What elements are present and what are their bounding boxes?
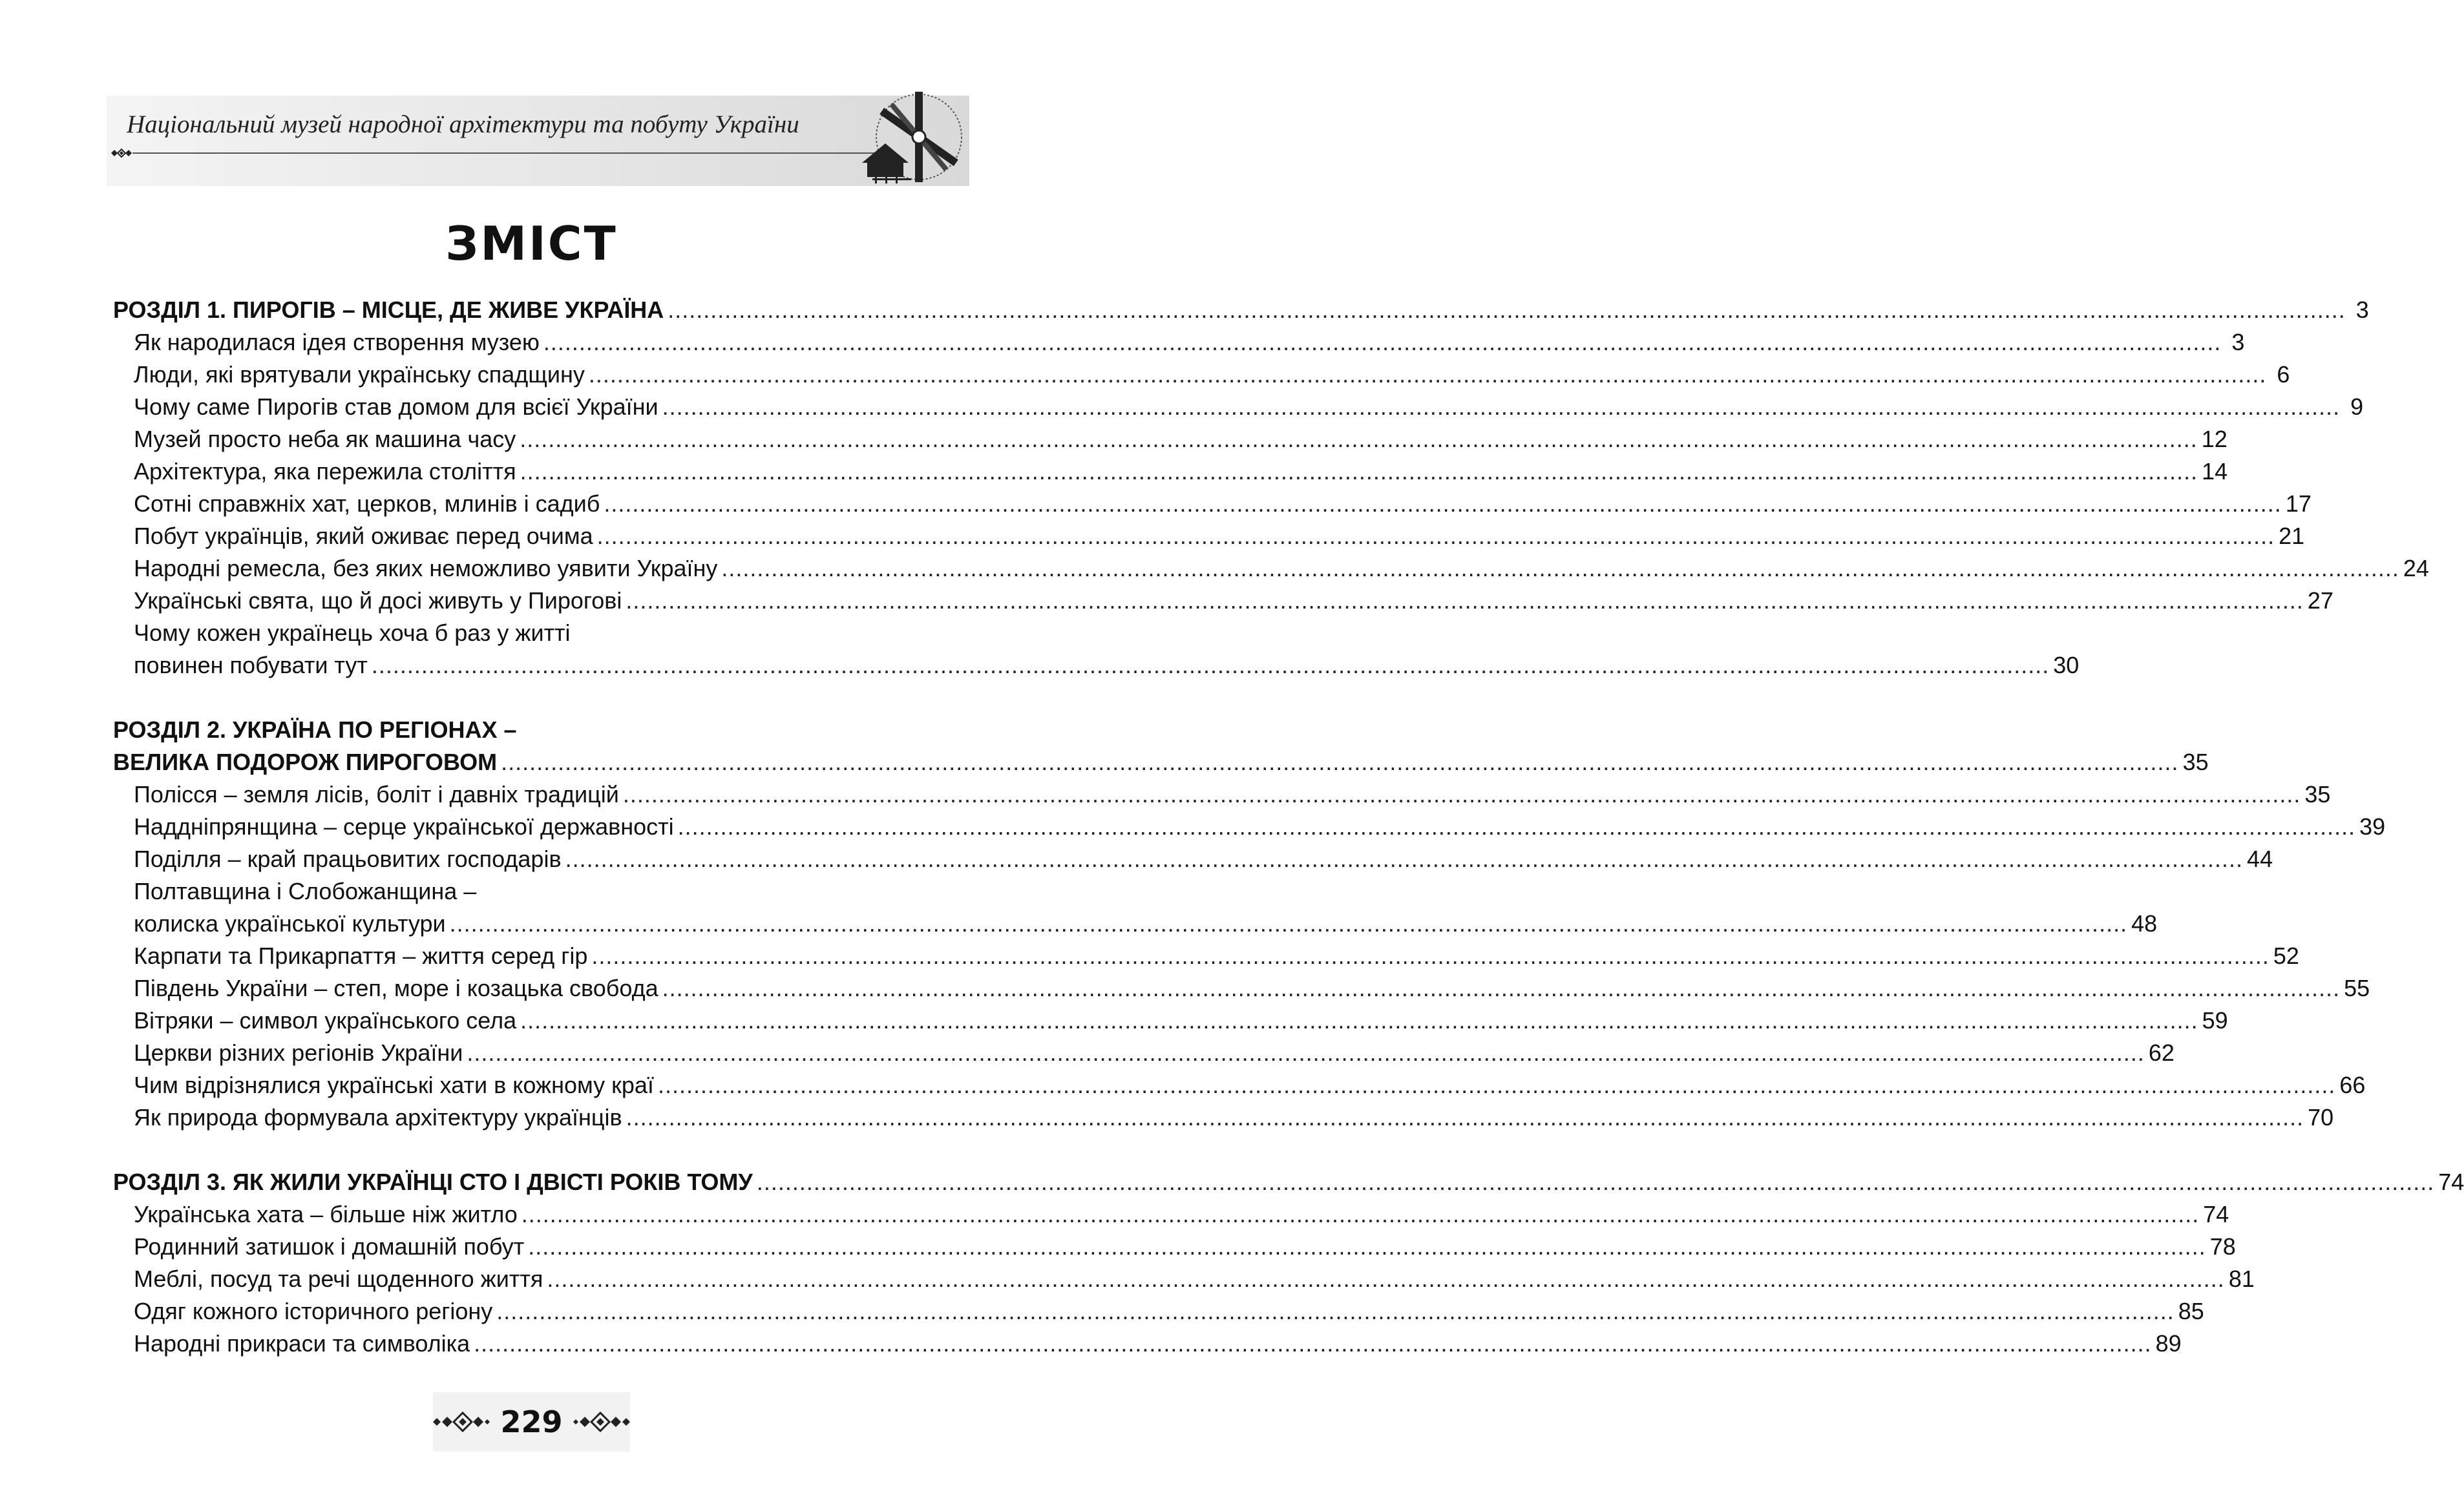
toc-page-number: 74 <box>2438 1169 2464 1195</box>
toc-entry-title: Народні ремесла, без яких неможливо уявити Україну <box>134 555 718 581</box>
toc-entry-title: Меблі, посуд та речі щоденного життя <box>134 1266 543 1292</box>
toc-entry-row <box>113 843 2273 875</box>
toc-entry-row <box>113 1328 2182 1360</box>
toc-dot-leader: ............................................................................................................................................................................................................................................ <box>521 1201 2200 1227</box>
diamond-ornament-icon <box>432 1409 491 1435</box>
toc-entry-row <box>113 778 2331 811</box>
toc-entry-title: Наддніпрянщина – серце української державності <box>134 813 674 840</box>
toc-entry-row <box>113 875 953 908</box>
toc-dot-leader: ............................................................................................................................................................................................................................................ <box>591 943 2269 969</box>
toc-entry-title: Поділля – край працьовитих господарів <box>134 846 562 872</box>
toc-line <box>134 423 2227 455</box>
toc-entry-title: Народні прикраси та символіка <box>134 1330 470 1357</box>
windmill-emblem-icon <box>859 90 969 187</box>
toc-entry-title: Чому кожен українець хоча б раз у житті <box>134 620 571 646</box>
toc-line <box>134 649 2080 682</box>
toc-dot-leader: ............................................................................................................................................................................................................................................ <box>596 523 2275 549</box>
toc-entry-title: Карпати та Прикарпаття – життя серед гір <box>134 943 588 969</box>
toc-line <box>134 1101 2334 1134</box>
toc-line <box>134 455 2228 488</box>
toc-entry-row <box>113 1005 2228 1037</box>
toc-entry-row <box>113 455 2228 488</box>
toc-dot-leader: ............................................................................................................................................................................................................................................ <box>662 975 2341 1001</box>
header-band <box>107 96 969 186</box>
toc-line <box>134 811 2386 843</box>
toc-line <box>113 294 2369 326</box>
toc-line <box>134 1328 2182 1360</box>
toc-entry-row <box>113 617 953 649</box>
toc-line <box>134 585 2333 617</box>
toc-page-number: 44 <box>2247 846 2273 872</box>
toc-dot-leader: ............................................................................................................................................................................................................................................ <box>520 426 2198 452</box>
toc-line <box>134 1295 2204 1328</box>
toc-section-row <box>113 1166 2464 1198</box>
toc-section-row <box>113 746 2209 778</box>
toc-line <box>134 520 2305 552</box>
toc-line <box>134 972 2370 1005</box>
toc-dot-leader: ............................................................................................................................................................................................................................................ <box>520 1007 2198 1034</box>
toc-line <box>134 1069 2366 1101</box>
toc-line <box>134 359 2290 391</box>
toc-entry-row <box>113 520 2305 552</box>
toc-page-number: 27 <box>2307 587 2333 614</box>
toc-line <box>134 843 2273 875</box>
toc-entry-title: Як народилася ідея створення музею <box>134 329 540 355</box>
toc-line <box>134 1231 2236 1263</box>
toc-page-number: 21 <box>2279 523 2305 549</box>
toc-line <box>134 1037 2174 1069</box>
toc-entry-row <box>113 1295 2204 1328</box>
toc-line <box>113 714 953 746</box>
toc-entry-title: Південь України – степ, море і козацька свобода <box>134 975 658 1001</box>
toc-entry-row <box>113 972 2370 1005</box>
toc-line <box>134 1263 2255 1295</box>
toc-entry-row <box>113 1263 2255 1295</box>
toc-dot-leader: ............................................................................................................................................................................................................................................ <box>756 1169 2435 1195</box>
toc-page-number: 24 <box>2403 555 2429 581</box>
toc-line <box>134 552 2429 585</box>
toc-entry-row <box>113 488 2311 520</box>
toc-page-number: 3 <box>2231 329 2245 355</box>
toc-page-number: 35 <box>2182 749 2209 775</box>
toc-page-number: 12 <box>2201 426 2227 452</box>
header-rule <box>132 152 876 154</box>
toc-entry-title: повинен побувати тут <box>134 652 368 678</box>
toc-entry-title: Одяг кожного історичного регіону <box>134 1298 493 1324</box>
toc-line <box>134 617 953 649</box>
toc-dot-leader: ............................................................................................................................................................................................................................................ <box>467 1039 2145 1066</box>
toc-dot-leader: ............................................................................................................................................................................................................................................ <box>449 910 2128 937</box>
toc-page-number: 3 <box>2355 297 2369 323</box>
toc-page-number: 35 <box>2304 781 2331 808</box>
toc-dot-leader: ............................................................................................................................................................................................................................................ <box>543 329 2222 355</box>
toc-dot-leader: ............................................................................................................................................................................................................................................ <box>721 555 2399 581</box>
toc-section-title: РОЗДІЛ 1. ПИРОГІВ – МІСЦЕ, ДЕ ЖИВЕ УКРАЇНА <box>113 297 664 323</box>
toc-page-number: 66 <box>2339 1072 2366 1098</box>
toc-page-number: 78 <box>2209 1233 2236 1260</box>
toc-dot-leader: ............................................................................................................................................................................................................................................ <box>528 1233 2206 1260</box>
toc-entry-row <box>113 1037 2174 1069</box>
toc-section-row <box>113 294 2369 326</box>
toc-dot-leader: ............................................................................................................................................................................................................................................ <box>662 393 2341 420</box>
toc-entry-row <box>113 326 2245 359</box>
toc-page-number: 30 <box>2053 652 2080 678</box>
toc-page-number: 48 <box>2131 910 2158 937</box>
toc-entry-row <box>113 908 2158 940</box>
toc-entry-title: Як природа формувала архітектуру українців <box>134 1104 622 1131</box>
toc-entry-title: Чим відрізнялися українські хати в кожному краї <box>134 1072 654 1098</box>
toc-page-number: 14 <box>2202 458 2228 485</box>
toc-dot-leader: ............................................................................................................................................................................................................................................ <box>501 749 2179 775</box>
toc-page-number: 9 <box>2350 393 2364 420</box>
running-header-title: Національний музей народної архітектури та побуту України <box>127 110 799 138</box>
toc-entry-row <box>113 1198 2229 1231</box>
toc-entry-row <box>113 585 2333 617</box>
toc-entry-row <box>113 359 2290 391</box>
toc-line <box>134 326 2245 359</box>
toc-entry-title: Полтавщина і Слобожанщина – <box>134 878 477 904</box>
toc-entry-title: Люди, які врятували українську спадщину <box>134 361 585 388</box>
toc-section-title: РОЗДІЛ 2. УКРАЇНА ПО РЕГІОНАХ – <box>113 716 517 743</box>
toc-entry-title: Українська хата – більше ніж житло <box>134 1201 518 1227</box>
toc-page-number: 17 <box>2285 490 2311 517</box>
toc-entry-title: Вітряки – символ українського села <box>134 1007 517 1034</box>
toc-entry-row <box>113 940 2299 972</box>
toc-line <box>134 1005 2228 1037</box>
toc-section-row <box>113 714 953 746</box>
toc-dot-leader: ............................................................................................................................................................................................................................................ <box>626 587 2304 614</box>
toc-entry-title: Архітектура, яка пережила століття <box>134 458 516 485</box>
toc-section-title: ВЕЛИКА ПОДОРОЖ ПИРОГОВОМ <box>113 749 498 775</box>
toc-page-number: 55 <box>2344 975 2370 1001</box>
toc-page-number: 89 <box>2155 1330 2182 1357</box>
toc-line <box>113 746 2209 778</box>
toc-entry-title: Музей просто неба як машина часу <box>134 426 516 452</box>
toc-entry-row <box>113 423 2227 455</box>
toc-dot-leader: ............................................................................................................................................................................................................................................ <box>547 1266 2225 1292</box>
toc-dot-leader: ............................................................................................................................................................................................................................................ <box>565 846 2244 872</box>
toc-page-number: 59 <box>2202 1007 2228 1034</box>
toc-dot-leader: ............................................................................................................................................................................................................................................ <box>371 652 2050 678</box>
toc-entry-title: Родинний затишок і домашній побут <box>134 1233 525 1260</box>
page-number: 229 <box>500 1404 563 1439</box>
toc-entry-title: Сотні справжніх хат, церков, млинів і садиб <box>134 490 600 517</box>
toc-entry-row <box>113 649 2080 682</box>
toc-line <box>134 391 2364 423</box>
toc-entry-title: Чому саме Пирогів став домом для всієї України <box>134 393 658 420</box>
toc-line <box>113 1166 2464 1198</box>
table-of-contents <box>113 294 2464 1360</box>
diamond-ornament-icon <box>109 145 134 162</box>
toc-entry-row <box>113 552 2429 585</box>
toc-line <box>134 488 2311 520</box>
toc-page-number: 39 <box>2359 813 2386 840</box>
toc-dot-leader: ............................................................................................................................................................................................................................................ <box>668 297 2346 323</box>
page-footer <box>0 1399 1063 1445</box>
toc-dot-leader: ............................................................................................................................................................................................................................................ <box>622 781 2301 808</box>
toc-entry-title: Побут українців, який оживає перед очима <box>134 523 593 549</box>
toc-entry-title: Церкви різних регіонів України <box>134 1039 463 1066</box>
toc-entry-row <box>113 391 2364 423</box>
toc-dot-leader: ............................................................................................................................................................................................................................................ <box>677 813 2356 840</box>
toc-section-title: РОЗДІЛ 3. ЯК ЖИЛИ УКРАЇНЦІ СТО І ДВІСТІ РОКІВ ТОМУ <box>113 1169 753 1195</box>
toc-entry-title: Українські свята, що й досі живуть у Пирогові <box>134 587 622 614</box>
toc-page-number: 81 <box>2228 1266 2255 1292</box>
toc-line <box>134 778 2331 811</box>
toc-entry-title: колиска української культури <box>134 910 446 937</box>
page-title: ЗМІСТ <box>445 216 618 271</box>
toc-line <box>134 1198 2229 1231</box>
toc-line <box>134 875 953 908</box>
toc-dot-leader: ............................................................................................................................................................................................................................................ <box>604 490 2282 517</box>
toc-page-number: 74 <box>2203 1201 2229 1227</box>
toc-page-number: 52 <box>2273 943 2299 969</box>
toc-dot-leader: ............................................................................................................................................................................................................................................ <box>520 458 2198 485</box>
toc-entry-row <box>113 1231 2236 1263</box>
toc-entry-row <box>113 1101 2334 1134</box>
toc-line <box>134 940 2299 972</box>
toc-entry-row <box>113 1069 2366 1101</box>
toc-page-number: 62 <box>2148 1039 2174 1066</box>
toc-dot-leader: ............................................................................................................................................................................................................................................ <box>657 1072 2336 1098</box>
toc-dot-leader: ............................................................................................................................................................................................................................................ <box>496 1298 2174 1324</box>
diamond-ornament-icon <box>572 1409 631 1435</box>
toc-dot-leader: ............................................................................................................................................................................................................................................ <box>588 361 2267 388</box>
toc-dot-leader: ............................................................................................................................................................................................................................................ <box>626 1104 2304 1131</box>
toc-entry-row <box>113 811 2386 843</box>
toc-dot-leader: ............................................................................................................................................................................................................................................ <box>474 1330 2152 1357</box>
toc-page-number: 85 <box>2178 1298 2204 1324</box>
toc-entry-title: Полісся – земля лісів, боліт і давніх традицій <box>134 781 619 808</box>
toc-page-number: 6 <box>2277 361 2290 388</box>
toc-page-number: 70 <box>2308 1104 2334 1131</box>
toc-line <box>134 908 2158 940</box>
